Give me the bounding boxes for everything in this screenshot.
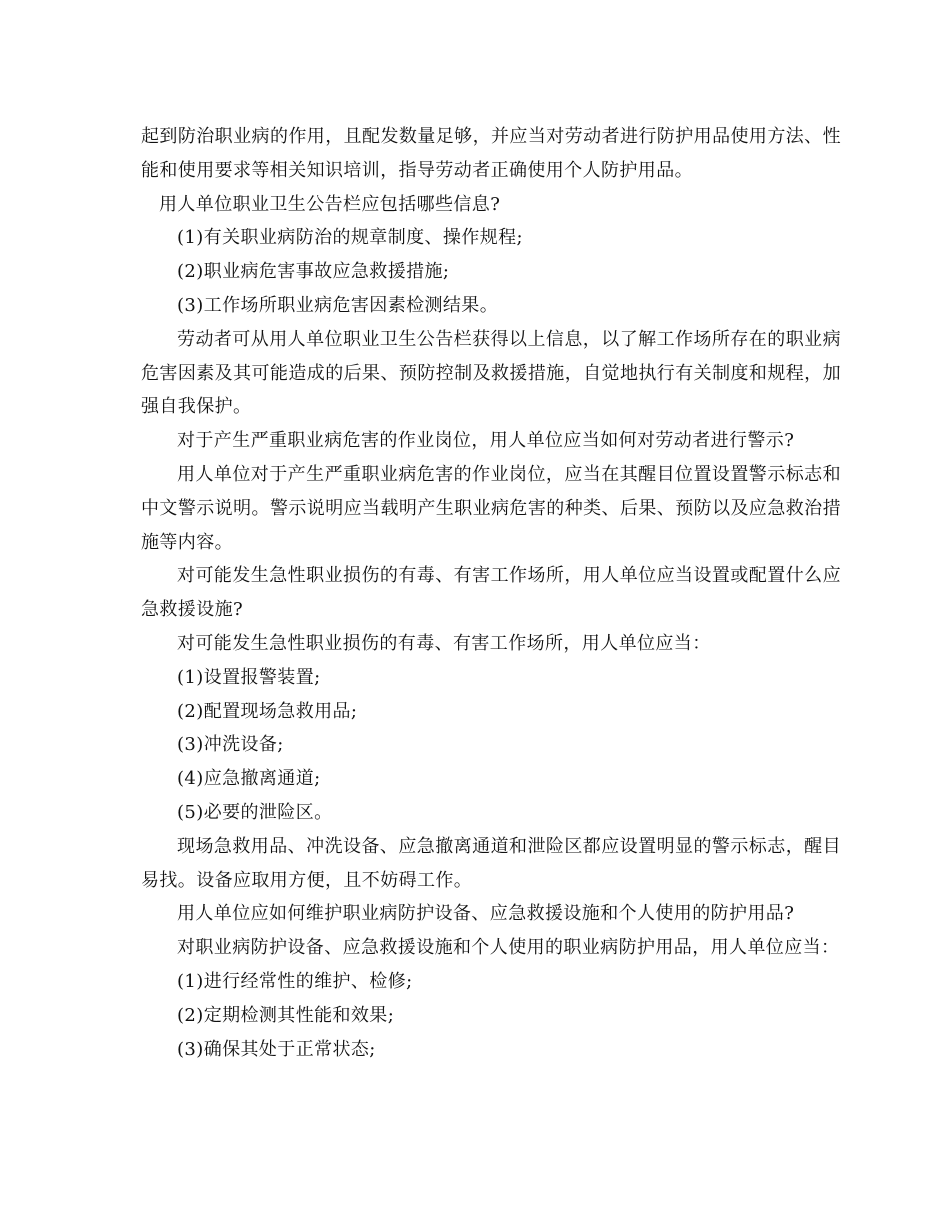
document-body [141, 120, 841, 1066]
paragraph-warning-marks: 现场急救用品、冲洗设备、应急撤离通道和泄险区都应设置明显的警示标志，醒目易找。设备应取用方便，且不妨碍工作。 [141, 835, 841, 891]
list-item: (2)定期检测其性能和效果; [177, 1004, 395, 1026]
list-item: (2)配置现场急救用品; [177, 700, 358, 722]
list-item: (5)必要的泄险区。 [177, 801, 333, 823]
question-warning-workers: 对于产生严重职业病危害的作业岗位，用人单位应当如何对劳动者进行警示? [177, 430, 795, 452]
list-item: (3)工作场所职业病危害因素检测结果。 [177, 294, 499, 316]
list-item: (1)进行经常性的维护、检修; [177, 970, 413, 992]
list-item: (1)有关职业病防治的规章制度、操作规程; [177, 227, 523, 249]
paragraph-maintenance-intro: 对职业病防护设备、应急救援设施和个人使用的职业病防护用品，用人单位应当： [177, 937, 840, 959]
list-item: (4)应急撤离通道; [177, 768, 321, 790]
paragraph-protective-equipment-training: 起到防治职业病的作用，且配发数量足够，并应当对劳动者进行防护用品使用方法、性能和使用要求等相关知识培训，指导劳动者正确使用个人防护用品。 [141, 126, 841, 181]
paragraph-warning-signs: 用人单位对于产生严重职业病危害的作业岗位，应当在其醒目位置设置警示标志和中文警示说明。警示说明应当载明产生职业病危害的种类、后果、预防以及应急救治措施等内容。 [141, 463, 841, 553]
question-bulletin-board-info: 用人单位职业卫生公告栏应包括哪些信息? [159, 193, 501, 215]
list-item: (1)设置报警装置; [177, 666, 321, 688]
list-item: (2)职业病危害事故应急救援措施; [177, 261, 450, 283]
question-emergency-facilities: 对可能发生急性职业损伤的有毒、有害工作场所，用人单位应当设置或配置什么应急救援设施? [141, 565, 841, 621]
list-item: (3)确保其处于正常状态; [177, 1038, 376, 1060]
list-item: (3)冲洗设备; [177, 734, 284, 756]
question-maintenance: 用人单位应如何维护职业病防护设备、应急救援设施和个人使用的防护用品? [177, 903, 795, 925]
paragraph-bulletin-board-benefit: 劳动者可从用人单位职业卫生公告栏获得以上信息，以了解工作场所存在的职业病危害因素及其可能造成的后果、预防控制及救援措施，自觉地执行有关制度和规程，加强自我保护。 [141, 328, 841, 418]
paragraph-emergency-facilities-intro: 对可能发生急性职业损伤的有毒、有害工作场所，用人单位应当： [177, 632, 711, 654]
